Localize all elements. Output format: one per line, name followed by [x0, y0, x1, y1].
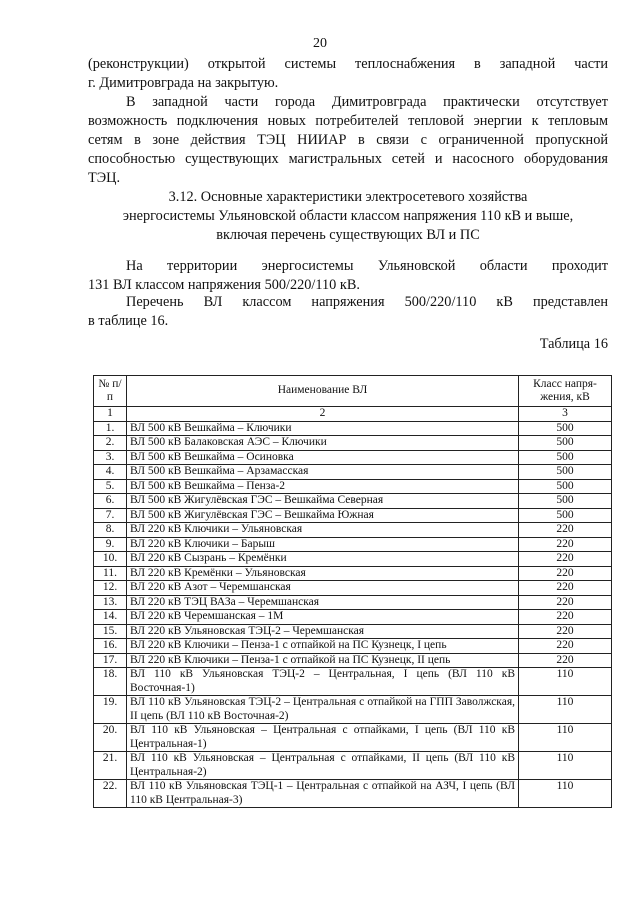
- table-row: [94, 639, 612, 654]
- row-number: 9.: [94, 537, 127, 552]
- table-row: [94, 537, 612, 552]
- row-number: 10.: [94, 552, 127, 567]
- row-number: 3.: [94, 450, 127, 465]
- row-number: 16.: [94, 639, 127, 654]
- paragraph-2: [88, 93, 608, 188]
- table-row: [94, 552, 612, 567]
- row-number: 15.: [94, 624, 127, 639]
- vl-name: ВЛ 220 кВ Ключики – Ульяновская: [127, 523, 519, 538]
- table-index-row: [94, 407, 612, 422]
- vl-name: ВЛ 500 кВ Вешкайма – Пенза-2: [127, 479, 519, 494]
- paragraph-3-line: На территории энергосистемы Ульяновской области проходит: [126, 258, 608, 274]
- table-row: [94, 724, 612, 752]
- row-number: 18.: [94, 668, 127, 696]
- table-row: [94, 624, 612, 639]
- paragraph-4-line: Перечень ВЛ классом напряжения 500/220/110 кВ представлен: [126, 294, 608, 310]
- index-cell: 2: [127, 407, 519, 422]
- voltage-class: 220: [519, 523, 612, 538]
- header-num: № п/п: [94, 376, 127, 407]
- row-number: 5.: [94, 479, 127, 494]
- table-row: [94, 581, 612, 596]
- voltage-class: 220: [519, 581, 612, 596]
- vl-name: ВЛ 500 кВ Жигулёвская ГЭС – Вешкайма Южная: [127, 508, 519, 523]
- paragraph-3-line: 131 ВЛ классом напряжения 500/220/110 кВ.: [88, 277, 360, 293]
- voltage-class: 220: [519, 552, 612, 567]
- table-caption: Таблица 16: [539, 336, 608, 352]
- vl-name: ВЛ 110 кВ Ульяновская ТЭЦ-2 – Центральная с отпайкой на ГПП Заволжская, II цепь (ВЛ 110 кВ Восточная-2): [127, 696, 519, 724]
- row-number: 6.: [94, 494, 127, 509]
- voltage-class: 500: [519, 450, 612, 465]
- voltage-class: 500: [519, 421, 612, 436]
- row-number: 2.: [94, 436, 127, 451]
- paragraph-1: [88, 55, 608, 93]
- row-number: 12.: [94, 581, 127, 596]
- table-row: [94, 780, 612, 808]
- vl-table: [93, 375, 612, 808]
- table-header-row: [94, 376, 612, 407]
- section-heading-line: 3.12. Основные характеристики электросетевого хозяйства: [168, 189, 528, 205]
- paragraph-1-line: (реконструкции) открытой системы теплоснабжения в западной части: [88, 56, 608, 72]
- table-row: [94, 653, 612, 668]
- row-number: 4.: [94, 465, 127, 480]
- voltage-class: 500: [519, 436, 612, 451]
- vl-name: ВЛ 220 кВ Ключики – Барыш: [127, 537, 519, 552]
- voltage-class: 220: [519, 610, 612, 625]
- table-row: [94, 421, 612, 436]
- table-row: [94, 508, 612, 523]
- row-number: 8.: [94, 523, 127, 538]
- paragraph-2-line: возможность подключения новых потребителей тепловой энергии к тепловым: [88, 113, 608, 129]
- paragraph-4-line: в таблице 16.: [88, 313, 169, 329]
- table-row: [94, 450, 612, 465]
- section-heading: [88, 188, 608, 245]
- vl-name: ВЛ 110 кВ Ульяновская ТЭЦ-1 – Центральная с отпайкой на АЗЧ, I цепь (ВЛ 110 кВ Центральная-3): [127, 780, 519, 808]
- paragraph-2-line: В западной части города Димитровграда практически отсутствует: [126, 94, 608, 110]
- vl-name: ВЛ 220 кВ Ульяновская ТЭЦ-2 – Черемшанская: [127, 624, 519, 639]
- voltage-class: 220: [519, 653, 612, 668]
- header-voltage: Класс напря-жения, кВ: [519, 376, 612, 407]
- voltage-class: 500: [519, 465, 612, 480]
- index-cell: 3: [519, 407, 612, 422]
- voltage-class: 220: [519, 624, 612, 639]
- table-row: [94, 494, 612, 509]
- voltage-class: 500: [519, 494, 612, 509]
- voltage-class: 220: [519, 566, 612, 581]
- row-number: 19.: [94, 696, 127, 724]
- table-row: [94, 696, 612, 724]
- vl-name: ВЛ 110 кВ Ульяновская – Центральная с отпайками, I цепь (ВЛ 110 кВ Центральная-1): [127, 724, 519, 752]
- paragraph-2-line: способностью существующих магистральных сетей и насосного оборудования: [88, 151, 608, 167]
- paragraph-2-line: сетям в зоне действия ТЭЦ НИИАР в связи с ограниченной пропускной: [88, 132, 608, 148]
- page-number: 20: [313, 36, 327, 51]
- vl-name: ВЛ 500 кВ Жигулёвская ГЭС – Вешкайма Северная: [127, 494, 519, 509]
- row-number: 21.: [94, 752, 127, 780]
- voltage-class: 500: [519, 479, 612, 494]
- voltage-class: 110: [519, 752, 612, 780]
- voltage-class: 110: [519, 696, 612, 724]
- vl-name: ВЛ 500 кВ Вешкайма – Ключики: [127, 421, 519, 436]
- vl-name: ВЛ 220 кВ Ключики – Пенза-1 с отпайкой на ПС Кузнецк, I цепь: [127, 639, 519, 654]
- index-cell: 1: [94, 407, 127, 422]
- row-number: 11.: [94, 566, 127, 581]
- row-number: 20.: [94, 724, 127, 752]
- voltage-class: 110: [519, 668, 612, 696]
- table-row: [94, 523, 612, 538]
- vl-name: ВЛ 500 кВ Балаковская АЭС – Ключики: [127, 436, 519, 451]
- section-heading-line: включая перечень существующих ВЛ и ПС: [216, 227, 480, 243]
- row-number: 22.: [94, 780, 127, 808]
- voltage-class: 500: [519, 508, 612, 523]
- table-row: [94, 668, 612, 696]
- vl-name: ВЛ 500 кВ Вешкайма – Осиновка: [127, 450, 519, 465]
- vl-name: ВЛ 220 кВ Азот – Черемшанская: [127, 581, 519, 596]
- table-body: [94, 421, 612, 808]
- voltage-class: 220: [519, 595, 612, 610]
- voltage-class: 220: [519, 537, 612, 552]
- table-row: [94, 752, 612, 780]
- header-name: Наименование ВЛ: [127, 376, 519, 407]
- row-number: 14.: [94, 610, 127, 625]
- section-heading-line: энергосистемы Ульяновской области классом напряжения 110 кВ и выше,: [122, 208, 574, 224]
- row-number: 1.: [94, 421, 127, 436]
- table-row: [94, 566, 612, 581]
- paragraph-3: [88, 257, 608, 295]
- table-row: [94, 610, 612, 625]
- row-number: 17.: [94, 653, 127, 668]
- paragraph-4: [88, 293, 608, 331]
- voltage-class: 220: [519, 639, 612, 654]
- paragraph-2-line: ТЭЦ.: [88, 170, 121, 186]
- table-row: [94, 465, 612, 480]
- vl-name: ВЛ 220 кВ ТЭЦ ВАЗа – Черемшанская: [127, 595, 519, 610]
- vl-name: ВЛ 220 кВ Черемшанская – 1М: [127, 610, 519, 625]
- table-row: [94, 479, 612, 494]
- vl-name: ВЛ 500 кВ Вешкайма – Арзамасская: [127, 465, 519, 480]
- vl-name: ВЛ 110 кВ Ульяновская ТЭЦ-2 – Центральная, I цепь (ВЛ 110 кВ Восточная-1): [127, 668, 519, 696]
- voltage-class: 110: [519, 724, 612, 752]
- row-number: 7.: [94, 508, 127, 523]
- table-row: [94, 436, 612, 451]
- table-row: [94, 595, 612, 610]
- vl-name: ВЛ 220 кВ Кремёнки – Ульяновская: [127, 566, 519, 581]
- row-number: 13.: [94, 595, 127, 610]
- voltage-class: 110: [519, 780, 612, 808]
- paragraph-1-line: г. Димитровграда на закрытую.: [88, 75, 279, 91]
- vl-name: ВЛ 220 кВ Сызрань – Кремёнки: [127, 552, 519, 567]
- vl-name: ВЛ 110 кВ Ульяновская – Центральная с отпайками, II цепь (ВЛ 110 кВ Центральная-2): [127, 752, 519, 780]
- vl-name: ВЛ 220 кВ Ключики – Пенза-1 с отпайкой на ПС Кузнецк, II цепь: [127, 653, 519, 668]
